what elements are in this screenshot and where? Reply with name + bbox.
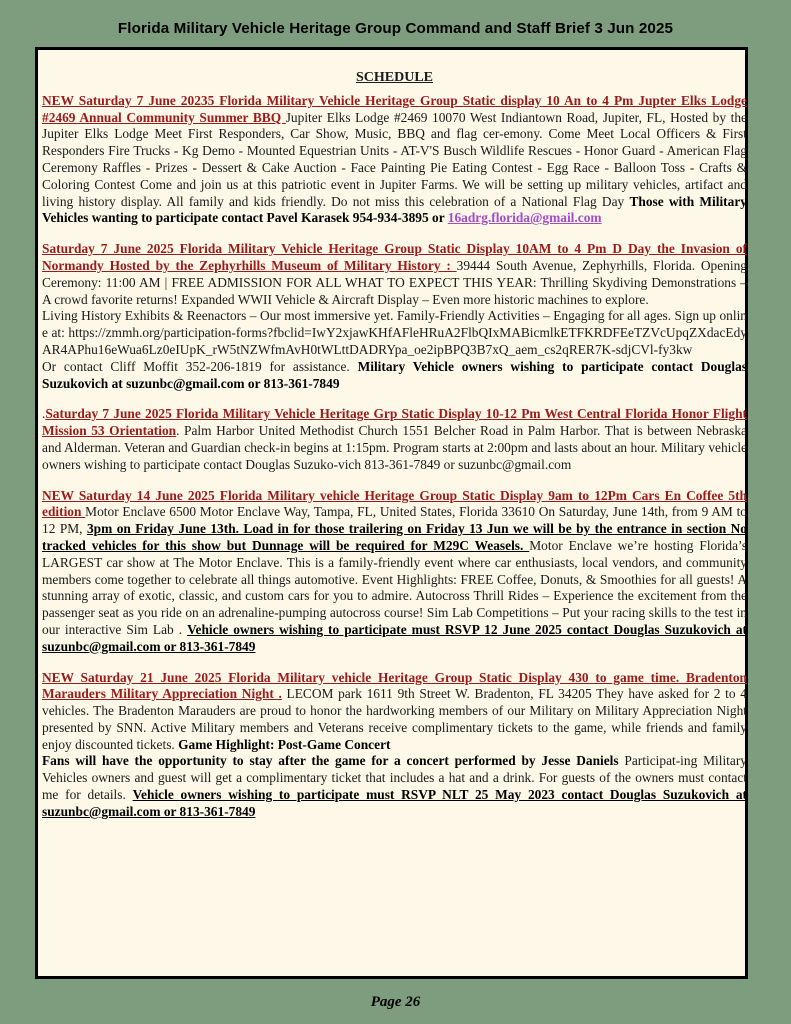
event-body: Jupiter Elks Lodge #2469 10070 West Indiantown Road, Jupiter, FL, Hosted by the Jupiter Elks Lodge Meet First Responders, Car Show, Music, BBQ and flag cer-emony. Come Meet Local Officers & First Responders Fire Trucks - Kg Demo - Mounted Equestrian Units - AT-V'S Busch Wildlife Rescues - Honor Guard - American Flag Ceremony Raffles - Prizes - Dessert & Cake Auction - Face Painting Pie Eating Contest - Egg Race - Balloon Toss - Crafts & Coloring Contest Come and join us at this patriotic event in Jupiter Farms. We will be setting up military vehicles, artifact and living history display. All family and kids friendly. Do not miss this celebration of a National Flag Day [42, 109, 747, 209]
event-jupiter-elks-bbq [42, 93, 747, 227]
event-body-3: Or contact Cliff Moffit 352-206-1819 for assistance. [42, 358, 358, 374]
event-marauders-appreciation [42, 670, 747, 821]
event-body-2: Living History Exhibits & Reenactors – Our most immersive yet. Family-Friendly Activities – Engaging for all ages. Sign up online at: https://zmmh.org/participation-forms?fbclid=IwY2xjawKHfAFleHRuA2FlbQIxMABicmlkETFKRDFEeTZVcUpqZXdacEdyAR4APhu16eWua6Lz0eIUpK_rW5tNZWfmAvH0tWLttDADRYpa_oe2ipBPQ3B7xQ_aem_cs2qRER7K-sdjCVl-fy3kw [42, 308, 747, 357]
event-body-2: Participat-ing Military Vehicles owners and guest will get a complimentary ticket that includes a hat and a drink. For guests of the owners must contact me for details. [42, 753, 747, 803]
event-heading: NEW Saturday 7 June 20235 Florida Military Vehicle Heritage Group Static display 10 An to 4 Pm Jupter Elks Lodge #2469 Annual Community Summer BBQ [42, 92, 747, 125]
event-contact: Vehicle owners wishing to participate must RSVP NLT 25 May 2023 contact Douglas Suzukovich at suzunbc@gmail.com or 813-361-7849 [42, 787, 747, 819]
event-contact: Vehicle owners wishing to participate must RSVP 12 June 2025 contact Douglas Suzukovich at suzunbc@gmail.com or 813-361-7849 [42, 621, 747, 654]
brief-header: Florida Military Vehicle Heritage Group Command and Staff Brief 3 Jun 2025 [117, 20, 674, 37]
event-heading: Saturday 7 June 2025 Florida Military Vehicle Heritage Group Static Display 10AM to 4 Pm D Day the Invasion of Normandy Hosted by the Zephyrhills Museum of Military History : [42, 241, 747, 273]
event-contact: Military Vehicle owners wishing to participate contact Douglas Suzukovich at suzunbc@gmail.com or 813-361-7849 [42, 358, 747, 391]
event-contact: Those with Military Vehicles wanting to participate contact Pavel Karasek 954-934-3895 or [42, 193, 747, 226]
event-fans-note: Fans will have the opportunity to stay after the game for a concert performed by Jesse Daniels [42, 753, 619, 769]
event-d-day-zephyrhills [42, 241, 747, 392]
event-body: Motor Enclave 6500 Motor Enclave Way, Tampa, FL, United States, Florida 33610 On Saturday, June 14th, from 9 AM to 12 PM, [42, 504, 747, 537]
event-body: LECOM park 1611 9th Street W. Bradenton, FL 34205 They have asked for 2 to 4 vehicles. The Bradenton Marauders are proud to honor the hardworking members of our Military on Military Appreciation Night presented by SNN. Active Military members and Veterans receive complimentary tickets to the game, while friends and family enjoy discounted tickets. [42, 686, 747, 752]
schedule-content [42, 70, 747, 835]
event-body-2: Motor Enclave we’re hosting Florida’s LARGEST car show at The Motor Enclave. This is a family-friendly event where car enthusiasts, local vendors, and community members come together to celebrate all things automotive. Event Highlights: FREE Coffee, Donuts, & Smoothies for all guests! A stunning array of exotic, classic, and custom cars for you to admire. Autocross Thrill Rides – Experience the excitement from the passenger seat as you ride on an adrenaline-pumping autocross course! Sim Lab Competitions – Put your racing skills to the test in our interactive Sim Lab . [42, 537, 747, 637]
event-load-in-notice: 3pm on Friday June 13th. Load in for those trailering on Friday 13 Jun we will be by the entrance in section No tracked vehicles for this show but Dunnage will be required for M29C Weasels. [42, 521, 747, 553]
email-link[interactable]: 16adrg.florida@gmail.com [447, 210, 602, 226]
schedule-title: SCHEDULE [355, 70, 434, 85]
event-heading: Saturday 7 June 2025 Florida Military Vehicle Heritage Grp Static Display 10-12 Pm West Central Florida Honor Flight Mission 53 Orientation [42, 406, 747, 439]
event-body: . Palm Harbor United Methodist Church 1551 Belcher Road in Palm Harbor. That is between Nebraska and Alderman. Veteran and Guardian check-in begins at 1:15pm. Program starts at 2:00pm and lasts about an hour. Military vehicle owners wishing to participate contact Douglas Suzuko-vich 813-361-7849 or suzunbc@gmail.com [42, 423, 747, 472]
event-cars-en-coffee [42, 488, 747, 656]
event-body: 39444 South Avenue, Zephyrhills, Florida. Opening Ceremony: 11:00 AM | FREE ADMISSION FOR ALL WHAT TO EXPECT THIS YEAR: Thrilling Skydiving Demonstrations – A crowd favorite returns! Expanded WWII Vehicle & Aircraft Display – Even more historic machines to explore. [42, 257, 748, 307]
event-honor-flight [42, 406, 747, 473]
event-highlight: Game Highlight: Post-Game Concert [178, 736, 391, 752]
page-number: Page 26 [370, 994, 421, 1010]
event-prefix: . [42, 406, 46, 422]
event-heading: NEW Saturday 21 June 2025 Florida Military vehicle Heritage Group Static Display 430 to game time. Bradenton Marauders Military Appreciation Night . [42, 669, 747, 702]
event-heading: NEW Saturday 14 June 2025 Florida Military vehicle Heritage Group Static Display 9am to 12Pm Cars En Coffee 5th edition [42, 487, 747, 520]
